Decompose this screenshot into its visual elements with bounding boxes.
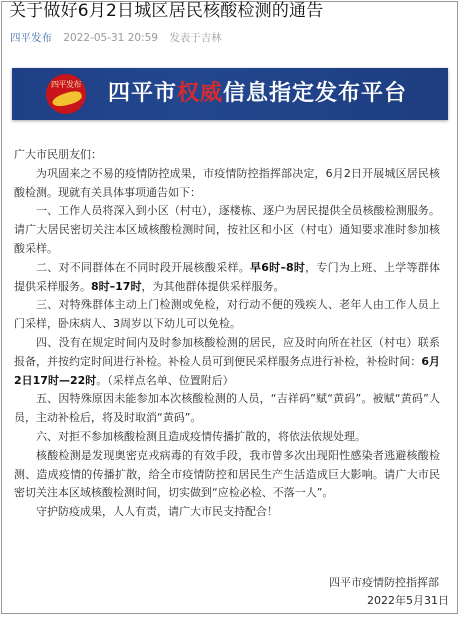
item-4-text: 四、没有在规定时间内及时参加核酸检测的居民，应及时向所在社区（村屯）联系报备，并按约定时间进行补检。补检人员可到便民采样服务点进行补检，补检时间：	[14, 335, 440, 368]
greeting: 广大市民朋友们：	[14, 148, 102, 161]
item-6-paragraph: 六、对拒不参加核酸检测且造成疫情传播扩散的，将依法依规处理。	[36, 429, 366, 443]
banner-title-rest: 信息指定发布平台	[223, 81, 408, 106]
closing-paragraph-2: 守护防疫成果，人人有责，请广大市民支持配合！	[36, 505, 278, 519]
logo-swoosh	[51, 89, 83, 110]
banner-title-city: 四平市	[108, 81, 178, 106]
item-2-text-end: ，为其他群体提供采样服务。	[141, 279, 285, 293]
item-2-text: 二、对不同群体在不同时段开展核酸采样。	[36, 260, 250, 274]
item-1-paragraph: 一、工作人员将深入到小区（村屯），逐楼栋、逐户为居民提供全员核酸检测服务。请广大居民密切关注本区域核酸检测时间，按社区和小区（村屯）通知要求准时参加核酸采样。	[14, 204, 440, 255]
banner-title-highlight: 权威	[177, 81, 224, 106]
banner-title	[108, 78, 407, 110]
item-2-time-early: 早6时–8时	[250, 260, 306, 274]
item-2-text-mid: ，专门为上班、上学等群体提供采样服务。	[14, 260, 441, 293]
item-2-time-day: 8时–17时	[91, 279, 142, 293]
issue-date: 2022年5月31日	[367, 594, 449, 607]
item-4-paragraph	[14, 334, 440, 390]
article-title: 关于做好6月2日城区居民核酸检测的通告	[9, 1, 324, 21]
item-2-paragraph	[14, 259, 440, 297]
article-meta	[10, 31, 222, 45]
item-4-retest-time: 6月2日17时—22时	[14, 354, 441, 387]
item-5-paragraph: 五、因特殊原因未能参加本次核酸检测的人员，“吉祥码”赋“黄码”。被赋“黄码”人员，主动补检后，将及时取消“黄码”。	[14, 392, 440, 425]
siping-fabu-logo-icon	[46, 74, 86, 114]
account-name-link[interactable]: 四平发布	[10, 32, 52, 44]
logo-text: 四平发布	[51, 80, 81, 89]
item-4-text-end: 。（采样点名单、位置附后）	[96, 373, 234, 387]
publish-date: 2022-05-31 20:59	[63, 32, 158, 44]
intro-paragraph: 为巩固来之不易的疫情防控成果，市疫情防控指挥部决定，6月2日开展城区居民核酸检测。现就有关具体事项通告如下：	[14, 166, 440, 199]
notice-body	[14, 146, 440, 522]
publish-location: 发表于吉林	[169, 32, 222, 44]
item-3-paragraph: 三、对特殊群体主动上门检测或免检，对行动不便的残疾人、老年人由工作人员上门采样，卧床病人、3周岁以下幼儿可以免检。	[14, 298, 440, 331]
issuer-signature: 四平市疫情防控指挥部	[329, 576, 439, 589]
closing-paragraph-1: 核酸检测是发现奥密克戎病毒的有效手段，我市曾多次出现阳性感染者逃避核酸检测、造成疫情的传播扩散，给全市疫情防控和居民生产生活造成巨大影响。请广大市民密切关注本区域核酸检测时间，切实做到“应检必检、不落一人”。	[14, 448, 440, 500]
platform-banner	[12, 68, 448, 120]
